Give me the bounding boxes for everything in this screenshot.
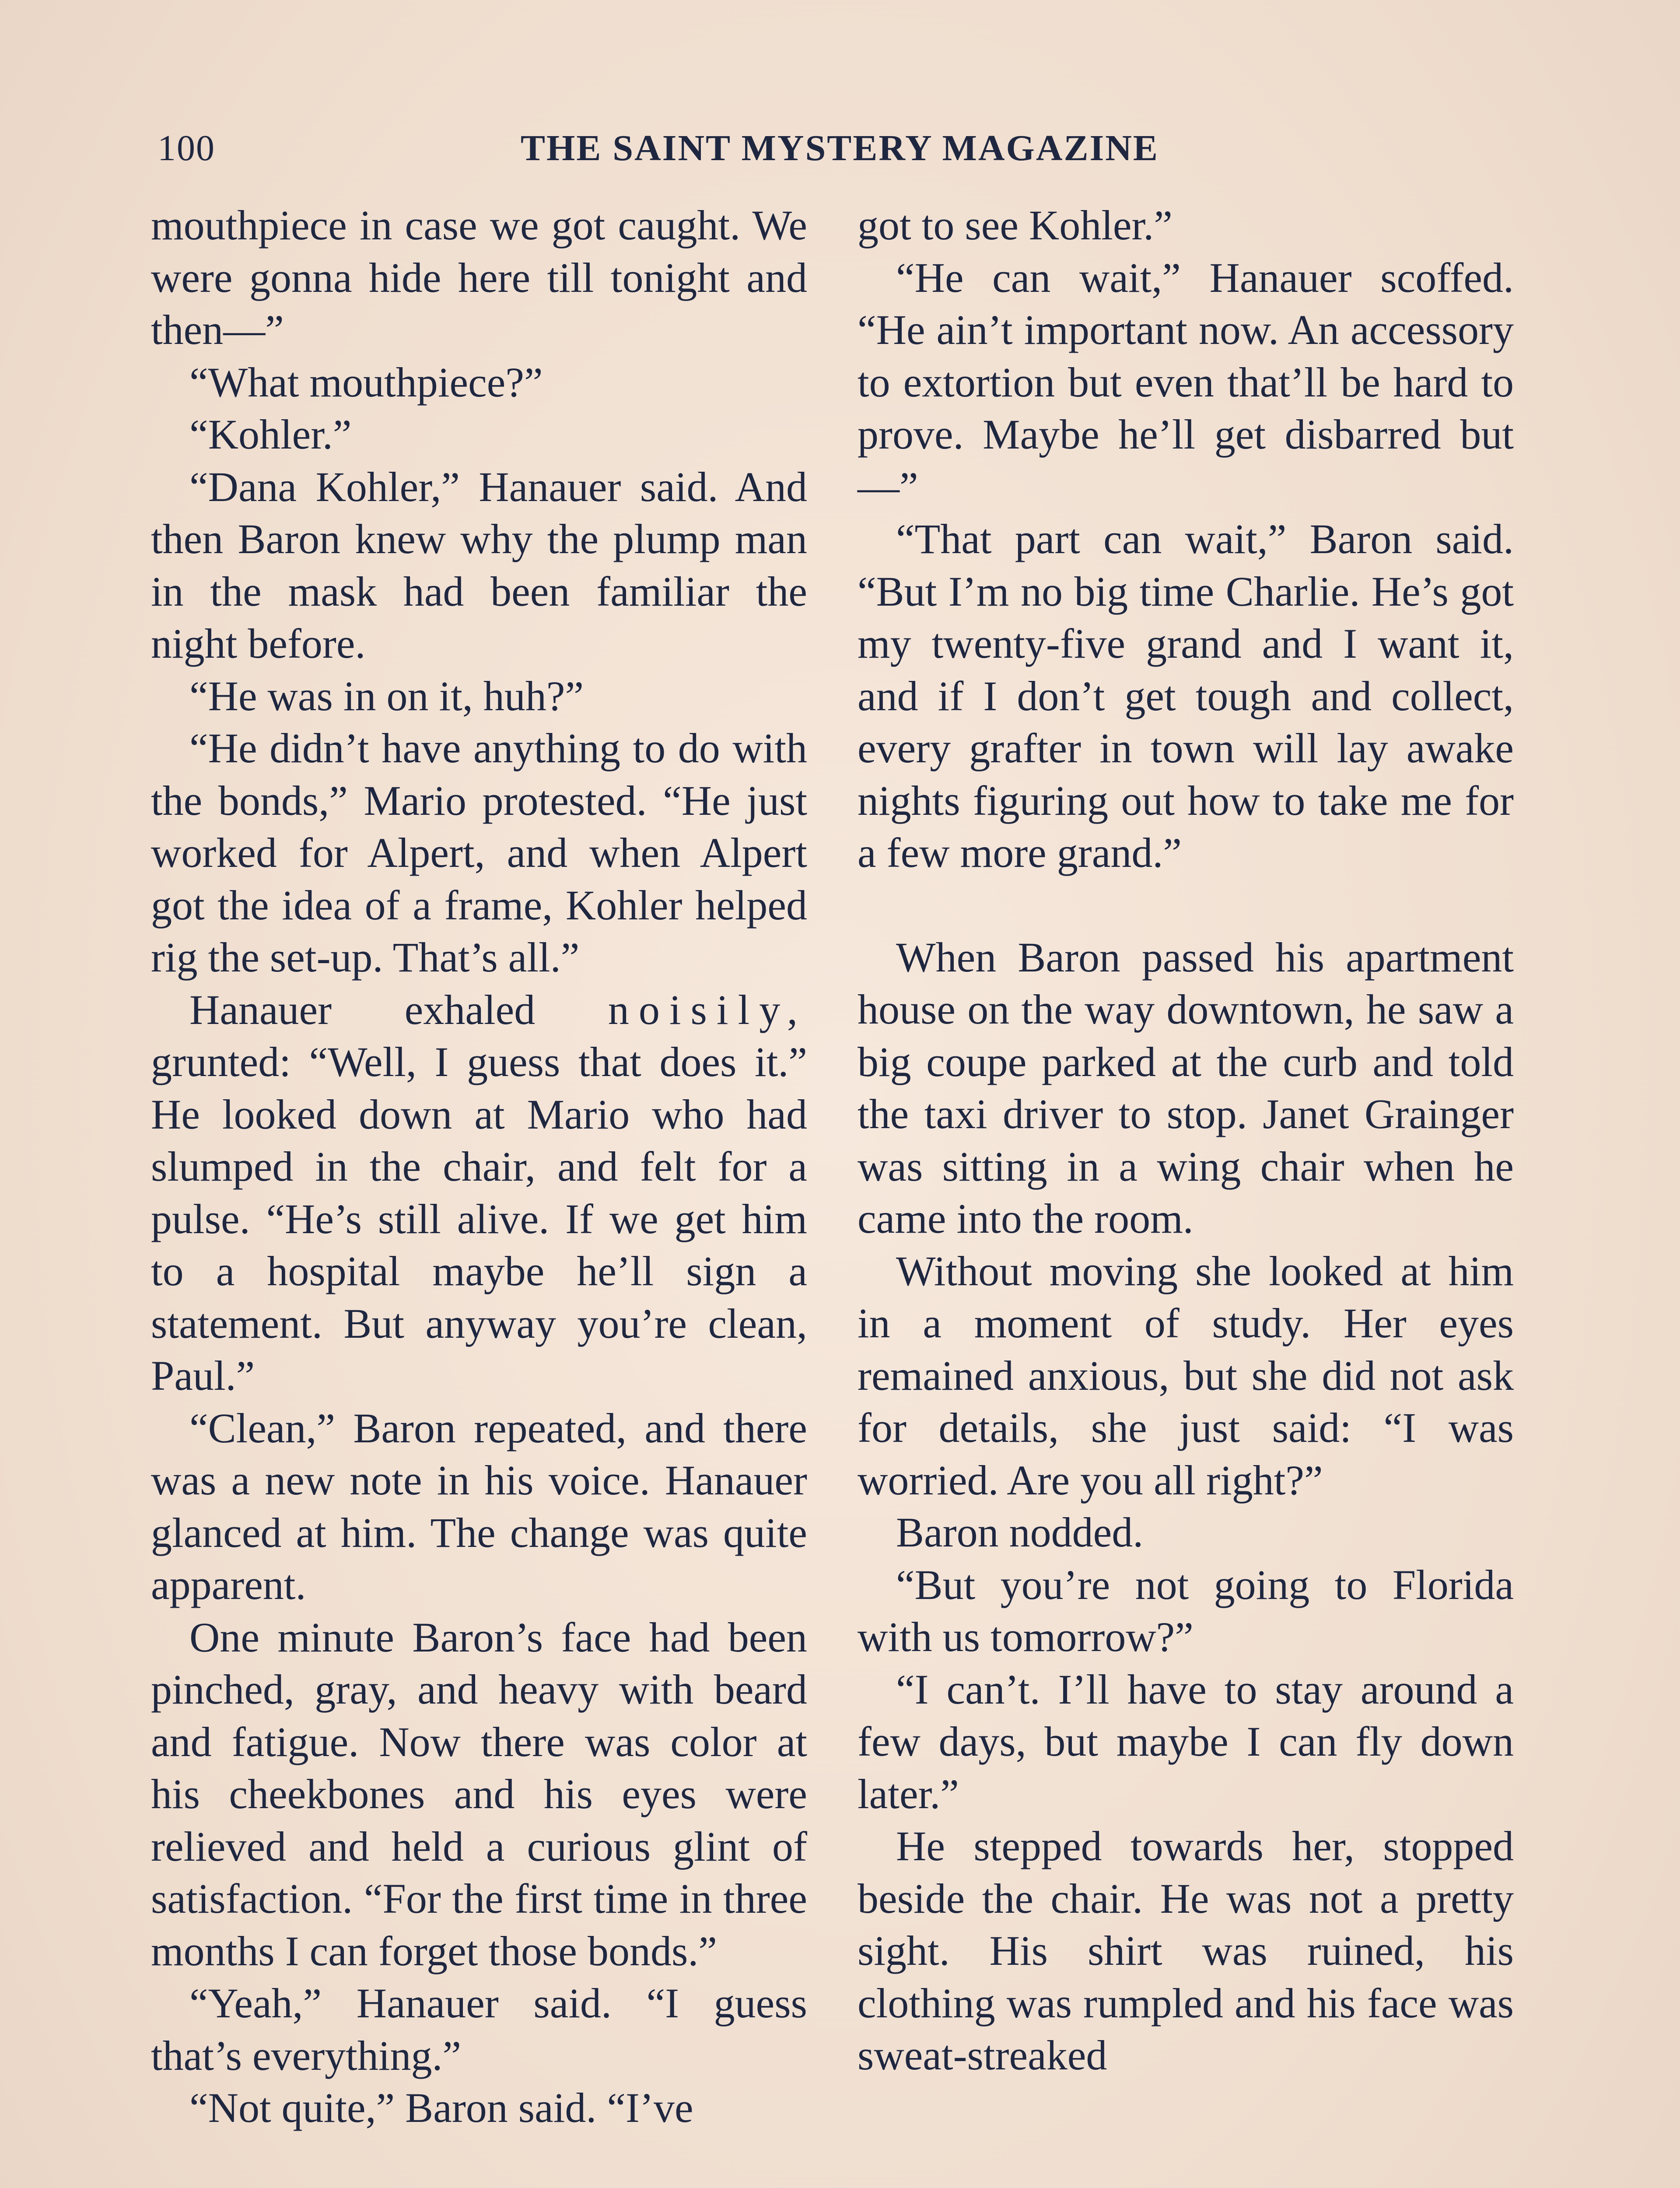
paragraph-section-start: When Baron passed his apartment house on the way downtown, he saw a big coupe parked at the curb and told the taxi driver to stop. Janet Grainger was sitting in a wing chair when he came into the room. (858, 933, 1514, 1242)
spaced-word: noisily, (608, 986, 807, 1033)
paragraph: “He was in on it, huh?” (189, 672, 584, 719)
right-column (858, 199, 1514, 2082)
page-header (158, 127, 1522, 175)
paragraph: “Kohler.” (189, 411, 352, 458)
paragraph: Without moving she looked at him in a moment of study. Her eyes remained anxious, but she did not ask for details, she just said: “I was worried. Are you all right?” (858, 1247, 1514, 1504)
paragraph: “He can wait,” Hanauer scoffed. “He ain’t important now. An accessory to extortion but even that’ll be hard to prove. Maybe he’ll get disbarred but—” (858, 254, 1514, 510)
left-column (151, 199, 807, 2134)
paragraph: “That part can wait,” Baron said. “But I’m no big time Charlie. He’s got my twenty-five grand and I want it, and if I don’t get tough and collect, every grafter in town will lay awake nights figuring out how to take me for a few more grand.” (858, 515, 1514, 876)
paragraph: “What mouthpiece?” (189, 358, 543, 406)
paragraph: “Dana Kohler,” Hanauer said. And then Baron knew why the plump man in the mask had been familiar the night before. (151, 463, 807, 667)
paragraph: “But you’re not going to Florida with us tomorrow?” (858, 1561, 1514, 1660)
paragraph: mouthpiece in case we got caught. We were gonna hide here till tonight and then—” (151, 202, 807, 353)
paragraph-rest: grunted: “Well, I guess that does it.” He looked down at Mario who had slumped in the chair, and felt for a pulse. “He’s still alive. If we get him to a hospital maybe he’ll sign a statement. But anyway you’re clean, Paul.” (151, 1038, 807, 1399)
paragraph: “I can’t. I’ll have to stay around a few days, but maybe I can fly down later.” (858, 1666, 1514, 1817)
paragraph: One minute Baron’s face had been pinched, gray, and heavy with beard and fatigue. Now there was color at his cheekbones and his eyes were relieved and held a curious glint of satisfaction. “For the first time in three months I can forget those bonds.” (151, 1613, 807, 1974)
page-number: 100 (158, 128, 215, 168)
paragraph: “Not quite,” Baron said. “I’ve (189, 2084, 693, 2131)
paragraph: “Yeah,” Hanauer said. “I guess that’s everything.” (151, 1980, 807, 2079)
paragraph-hanauer-exhaled (151, 984, 807, 1402)
paragraph: “Clean,” Baron repeated, and there was a new note in his voice. Hanauer glanced at him. The change was quite apparent. (151, 1404, 807, 1608)
paragraph: Baron nodded. (896, 1509, 1144, 1556)
magazine-title: THE SAINT MYSTERY MAGAZINE (521, 128, 1159, 168)
paragraph: He stepped towards her, stopped beside the chair. He was not a pretty sight. His shirt was ruined, his clothing was rumpled and his face was sweat-streaked (858, 1823, 1514, 2079)
paragraph: got to see Kohler.” (858, 202, 1172, 249)
paragraph-start: Hanauer exhaled (189, 986, 608, 1033)
paragraph: “He didn’t have anything to do with the bonds,” Mario protested. “He just worked for Alpert, and when Alpert got the idea of a frame, Kohler helped rig the set-up. That’s all.” (151, 725, 807, 981)
